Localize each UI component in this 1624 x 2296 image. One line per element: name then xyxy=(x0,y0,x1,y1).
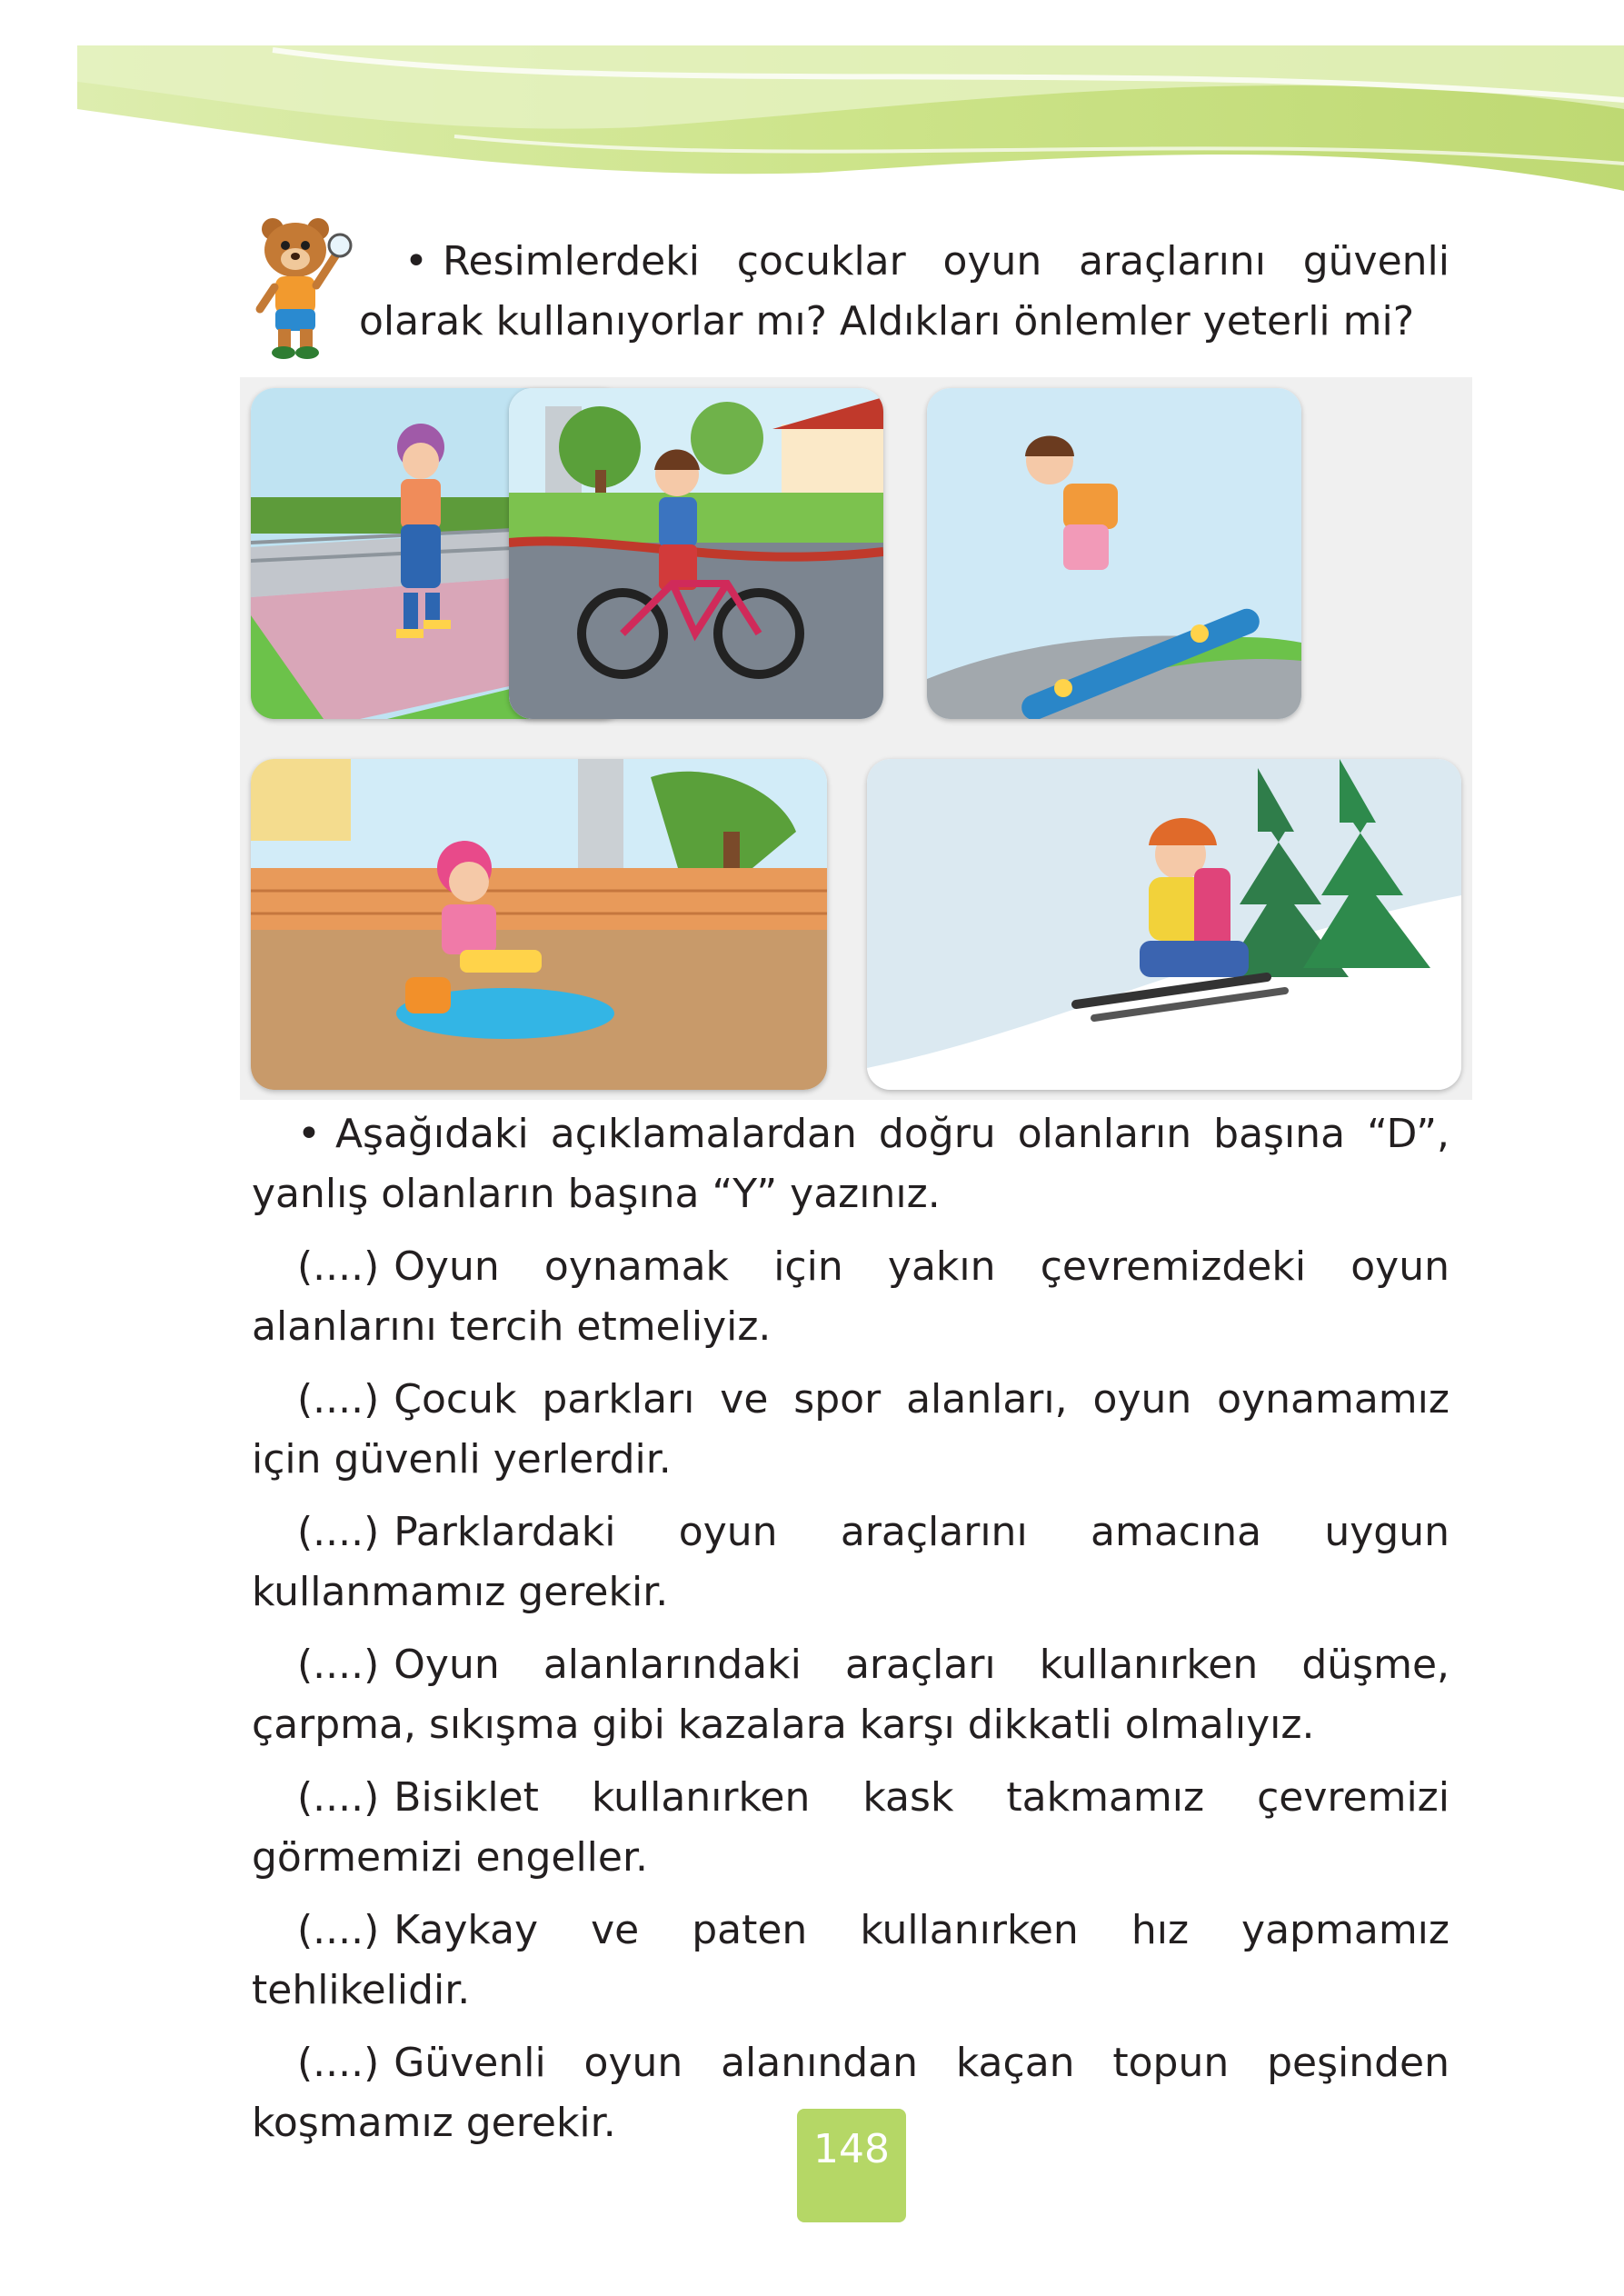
skateboard-child-image xyxy=(927,388,1301,719)
answer-blank[interactable]: (....) xyxy=(297,1774,380,1821)
question-2-text: Aşağıdaki açıklamalardan doğru olanların başına “D”, yanlış olanların başına “Y” yazınız. xyxy=(252,1111,1450,1217)
bullet-icon: • xyxy=(404,238,428,285)
answer-blank[interactable]: (....) xyxy=(297,1509,380,1555)
statement-item xyxy=(252,1370,1450,1490)
statement-item xyxy=(252,1502,1450,1622)
answer-blank[interactable]: (....) xyxy=(297,1376,380,1423)
illustrations-panel xyxy=(240,377,1472,1100)
sledding-child-image xyxy=(867,759,1461,1090)
question-1 xyxy=(359,232,1450,352)
header-wave-decoration xyxy=(0,0,1624,209)
answer-blank[interactable]: (....) xyxy=(297,1907,380,1953)
page-number: 148 xyxy=(797,2109,906,2222)
statement-text: Bisiklet kullanırken kask takmamız çevremizi görmemizi engeller. xyxy=(252,1774,1450,1881)
statement-text: Güvenli oyun alanından kaçan topun peşinden koşmamız gerekir. xyxy=(252,2040,1450,2146)
statement-text: Oyun oynamak için yakın çevremizdeki oyun alanlarını tercih etmeliyiz. xyxy=(252,1243,1450,1350)
statement-text: Parklardaki oyun araçlarını amacına uygun kullanmamız gerekir. xyxy=(252,1509,1450,1615)
question-1-text: Resimlerdeki çocuklar oyun araçlarını güvenli olarak kullanıyorlar mı? Aldıkları önlemler yeterli mi? xyxy=(359,238,1450,344)
bullet-icon: • xyxy=(297,1111,321,1157)
statement-text: Çocuk parkları ve spor alanları, oyun oynamamız için güvenli yerlerdir. xyxy=(252,1376,1450,1482)
statement-item xyxy=(252,1635,1450,1755)
answer-blank[interactable]: (....) xyxy=(297,1243,380,1290)
statement-item xyxy=(252,1901,1450,2021)
answer-blank[interactable]: (....) xyxy=(297,2040,380,2086)
bear-mascot-icon xyxy=(245,209,364,364)
question-2 xyxy=(252,1104,1450,1224)
bicycle-child-image xyxy=(509,388,883,719)
statement-text: Oyun alanlarındaki araçları kullanırken düşme, çarpma, sıkışma gibi kazalara karşı dikkatli olmalıyız. xyxy=(252,1642,1450,1748)
answer-blank[interactable]: (....) xyxy=(297,1642,380,1688)
plasma-car-girl-image xyxy=(251,759,827,1090)
statement-item xyxy=(252,1768,1450,1888)
exercise-section xyxy=(252,1104,1450,2166)
statement-item xyxy=(252,1237,1450,1357)
statement-text: Kaykay ve paten kullanırken hız yapmamız tehlikelidir. xyxy=(252,1907,1450,2013)
